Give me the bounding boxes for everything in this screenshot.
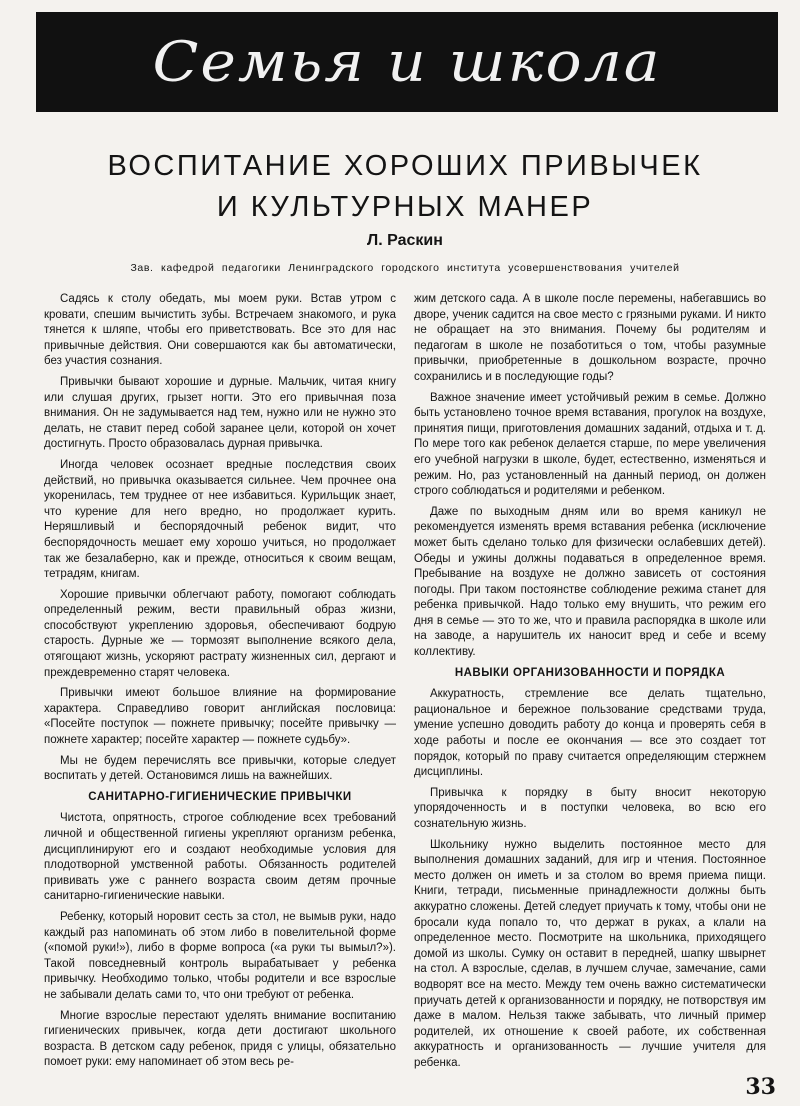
paragraph: Привычки имеют большое влияние на формирование характера. Справедливо говорит английская пословица: «Посейте поступок — пожнете привычку; посейте привычку — пожнете характер; посейте характер — пожнете судьбу». (44, 687, 396, 747)
paragraph: Важное значение имеет устойчивый режим в семье. Должно быть установлено точное время вставания, прогулок на воздухе, принятия пищи, приготовления домашних заданий, отдыха и т. д. По мере того как ребенок делается старше, по мере увеличения его учебной нагрузки в школе, будет, естественно, изменяться и режим. Но, раз установленный на данный период, он должен строго соблюдаться и родителями и ребенком. (414, 391, 766, 498)
author-affiliation: Зав. кафедрой педагогики Ленинградского городского института усовершенствования учителей (130, 262, 680, 274)
article-title-line-1: ВОСПИТАНИЕ ХОРОШИХ ПРИВЫЧЕК (107, 150, 703, 182)
section-banner (36, 12, 778, 112)
paragraph: Многие взрослые перестают уделять внимание воспитанию гигиенических привычек, когда дети достигают школьного возраста. В детском саду ребенок, придя с улицы, обязательно помоет руки: ему напоминает об этом весь ре- (44, 1009, 396, 1069)
paragraph: Иногда человек осознает вредные последствия своих действий, но привычка оказывается сильнее. Чем прочнее она укоренилась, тем труднее от нее избавиться. Курильщик знает, что курение для него вредно, но продолжает курить. Неряшливый и беспорядочный ребенок видит, что беспорядочность мешает ему хорошо учиться, но продолжает так же безалаберно, как и прежде, относиться к своим вещам, тетрадям, книгам. (44, 458, 396, 581)
paragraph: Ребенку, который норовит сесть за стол, не вымыв руки, надо каждый раз напоминать об этом либо в повелительной форме («помой руки!»), либо в форме вопроса («а руки ты вымыл?»). Такой повседневный контроль вырабатывает у ребенка привычку. Необходимо только, чтобы родители и все взрослые не забывали делать сами то, что они требуют от ребенка. (44, 910, 396, 1001)
page-number: 33 (745, 1074, 776, 1100)
article-title-line-2: И КУЛЬТУРНЫХ МАНЕР (216, 191, 594, 223)
paragraph: Даже по выходным дням или во время каникул не рекомендуется изменять время вставания ребенка (исключение может быть сделано только для физически ослабевших детей). Обеды и ужины должны подаваться в определенное время. Пребывание на воздухе не должно зависеть от состояния погоды. При таком постоянстве соблюдение режима станет для ребенка привычкой. Надо только ему внушить, что режим его дня в семье — это то же, что и правила распорядка в школе или на заводе, а нарушитель их наносит вред и себе и всему коллективу. (414, 505, 766, 659)
left-column (44, 292, 396, 1076)
right-column (414, 292, 766, 1077)
banner-title: Семья и школа (152, 29, 662, 95)
paragraph: Школьнику нужно выделить постоянное место для выполнения домашних заданий, для игр и чтения. Постоянное место должен он иметь и за столом во время приема пищи. Книги, тетради, письменные принадлежности должны быть аккуратно сложены. Детей следует приучать к тому, чтобы они не бросали куда попало то, что держат в руках, а клали на определенное место. Посмотрите на школьника, приходящего домой из школы. Сумку он оставит в передней, шапку швырнет на стол. А взрослые, сделав, в лучшем случае, замечание, сами водворят все на место. Между тем очень важно систематически приучать детей к организованности и порядку, не потворствуя им даже в малом. Нельзя также забывать, что личный пример родителей, их отношение к своей работе, их собственная аккуратность и организованность — лучшие учителя для ребенка. (414, 838, 766, 1069)
article-title (40, 146, 770, 228)
paragraph: Привычка к порядку в быту вносит некоторую упорядоченность и в поступки человека, во всю его сознательную жизнь. (414, 786, 766, 830)
paragraph: Привычки бывают хорошие и дурные. Мальчик, читая книгу или слушая других, грызет ногти. Это его привычная поза внимания. Он не задумывается над тем, нужно или не нужно это делать, не ставит перед собой заранее цели, которой он хочет достигнуть. Просто образовалась дурная привычка. (44, 375, 396, 451)
article-author: Л. Раскин (367, 232, 443, 249)
section-heading-order: НАВЫКИ ОРГАНИЗОВАННОСТИ И ПОРЯДКА (454, 666, 726, 679)
paragraph: Аккуратность, стремление все делать тщательно, рациональное и бережное пользование средствами труда, умение успешно доводить работу до конца и проверять себя в ходе работы и после ее окончания — все это создает тот порядок, который по праву считается определяющим стержнем дисциплины. (414, 688, 766, 779)
paragraph: Садясь к столу обедать, мы моем руки. Встав утром с кровати, спешим вычистить зубы. Встречаем знакомого, и рука тянется к шляпе, чтобы его приветствовать. Все это для нас привычные действия. Они совершаются как бы автоматически, без участия сознания. (44, 293, 396, 368)
paragraph: Мы не будем перечислять все привычки, которые следует воспитать у детей. Остановимся лишь на важнейших. (44, 754, 396, 783)
paragraph: Чистота, опрятность, строгое соблюдение всех требований личной и общественной гигиены укрепляют организм ребенка, дисциплинируют его и создают необходимые условия для плодотворной умственной работы. Обязанность родителей прививать уже с раннего возраста своим детям прочные санитарно-гигиенические навыки. (44, 812, 396, 903)
paragraph: жим детского сада. А в школе после перемены, набегавшись во дворе, ученик садится на свое место с грязными руками. И никто не обращает на это внимания. Почему бы родителям и педагогам в школе не позаботиться о том, чтобы разумные привычки, приобретенные в дошкольном возрасте, прочно сохранились и в последующие годы? (414, 293, 766, 383)
section-heading-hygiene: САНИТАРНО-ГИГИЕНИЧЕСКИЕ ПРИВЫЧКИ (88, 790, 352, 803)
paragraph: Хорошие привычки облегчают работу, помогают соблюдать определенный режим, вести правильный образ жизни, способствуют укреплению здоровья, обеспечивают бодрую старость. Дурные же — тормозят выполнение всякого дела, отягощают жизнь, ускоряют растрату жизненных сил, дергают и преждевременно старят человека. (44, 588, 396, 679)
